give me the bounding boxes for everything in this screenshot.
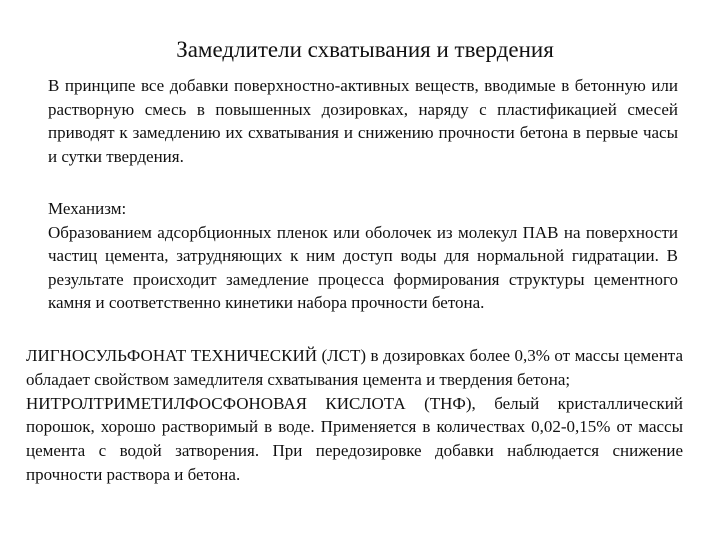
ntf-paragraph: НИТРОЛТРИМЕТИЛФОСФОНОВАЯ КИСЛОТА (ТНФ), белый кристаллический порошок, хорошо растворимый в воде. Применяется в количествах 0,02-0,15% от массы цемента с водой затворения. При передозировке добавки наблюдается снижение прочности раствора и бетона. [26,393,683,484]
intro-paragraph: В принципе все добавки поверхностно-активных веществ, вводимые в бетонную или растворную смесь в повышенных дозировках, наряду с пластификацией смесей приводят к замедлению их схватывания и снижению прочности бетона в первые часы и сутки твердения. [48,76,678,166]
mechanism-heading: Механизм: [48,199,127,218]
slide-title: Замедлители схватывания и твердения [176,37,554,62]
mechanism-paragraph [48,197,678,315]
mechanism-text: Образованием адсорбционных пленок или оболочек из молекул ПАВ на поверхности частиц цемента, затрудняющих к ним доступ воды для нормальной гидратации. В результате происходит замедление процесса формирования структуры цементного камня и соответственно кинетики набора прочности бетона. [48,222,678,312]
additives-block [26,344,683,487]
lst-paragraph: ЛИГНОСУЛЬФОНАТ ТЕХНИЧЕСКИЙ (ЛСТ) в дозировках более 0,3% от массы цемента обладает свойством замедлителя схватывания цемента и твердения бетона; [26,346,683,389]
